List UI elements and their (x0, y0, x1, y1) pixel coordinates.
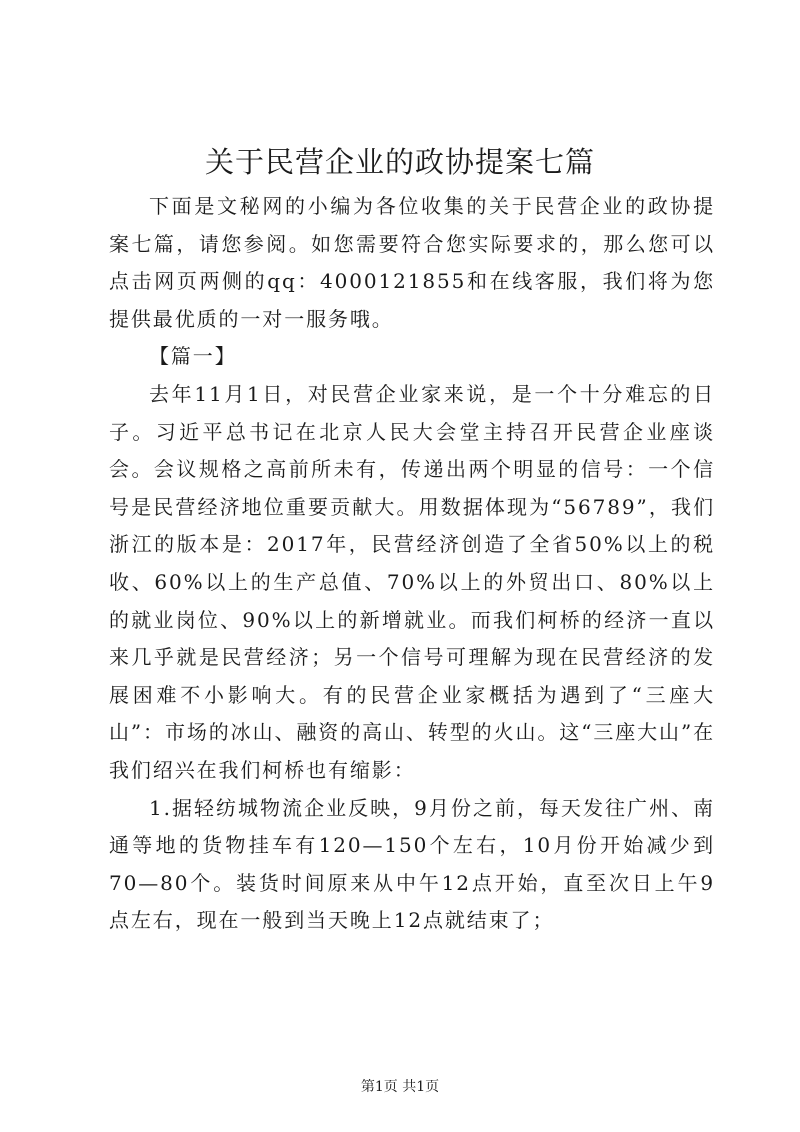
document-body (109, 188, 715, 940)
page-footer: 第1页 共1页 (360, 1079, 440, 1095)
section-heading: 【篇一】 (149, 344, 237, 369)
numbered-paragraph: 1.据轻纺城物流企业反映，9月份之前，每天发往广州、南通等地的货物挂车有120—150个左右，10月份开始减少到70—80个。装货时间原来从中午12点开始，直至次日上午9点左右，现在一般到当天晚上12点就结束了； (109, 795, 715, 933)
body-paragraph: 去年11月1日，对民营企业家来说，是一个十分难忘的日子。习近平总书记在北京人民大会堂主持召开民营企业座谈会。会议规格之高前所未有，传递出两个明显的信号：一个信号是民营经济地位重要贡献大。用数据体现为“56789”，我们浙江的版本是：2017年，民营经济创造了全省50%以上的税收、60%以上的生产总值、70%以上的外贸出口、80%以上的就业岗位、90%以上的新增就业。而我们柯桥的经济一直以来几乎就是民营经济；另一个信号可理解为现在民营经济的发展困难不小影响大。有的民营企业家概括为遇到了“三座大山”：市场的冰山、融资的高山、转型的火山。这“三座大山”在我们绍兴在我们柯桥也有缩影： (109, 381, 715, 782)
document-title: 关于民营企业的政协提案七篇 (204, 145, 595, 179)
intro-paragraph: 下面是文秘网的小编为各位收集的关于民营企业的政协提案七篇，请您参阅。如您需要符合您实际要求的，那么您可以点击网页两侧的qq：4000121855和在线客服，我们将为您提供最优质的一对一服务哦。 (109, 194, 715, 331)
